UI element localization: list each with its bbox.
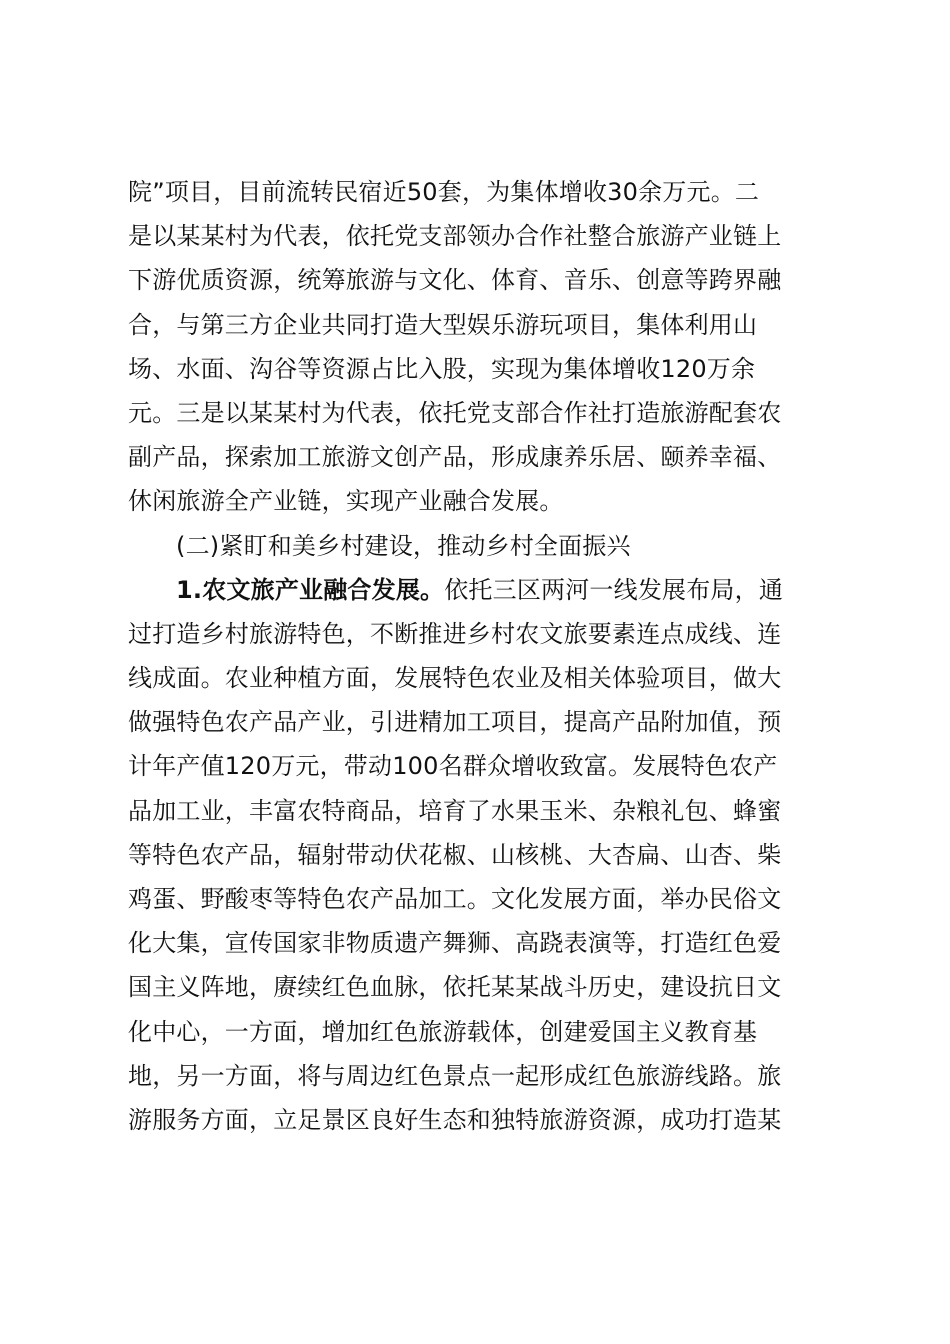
body-line: 地，另一方面，将与周边红色景点一起形成红色旅游线路。旅 — [128, 1061, 782, 1090]
paragraph-line: 休闲旅游全产业链，实现产业融合发展。 — [128, 487, 564, 516]
body-line: 做强特色农产品产业，引进精加工项目，提高产品附加值，预 — [128, 708, 782, 737]
paragraph-line: 院”项目，目前流转民宿近50套，为集体增收30余万元。二 — [128, 178, 760, 206]
paragraph-line: 下游优质资源，统筹旅游与文化、体育、音乐、创意等跨界融 — [128, 266, 782, 295]
body-line: 品加工业，丰富农特商品，培育了水果玉米、杂粮礼包、蜂蜜 — [128, 796, 782, 825]
paragraph-line: 合，与第三方企业共同打造大型娱乐游玩项目，集体利用山 — [128, 310, 758, 339]
subheading-line — [128, 568, 828, 612]
document-body — [128, 170, 828, 1142]
body-line: 线成面。农业种植方面，发展特色农业及相关体验项目，做大 — [128, 664, 782, 693]
subheading-title: 1.农文旅产业融合发展。 — [176, 575, 445, 604]
body-line: 化大集，宣传国家非物质遗产舞狮、高跷表演等，打造红色爱 — [128, 929, 782, 958]
body-line: 化中心，一方面，增加红色旅游载体，创建爱国主义教育基 — [128, 1017, 758, 1046]
subheading-text: 依托三区两河一线发展布局，通 — [444, 575, 784, 604]
paragraph-line: 元。三是以某某村为代表，依托党支部合作社打造旅游配套农 — [128, 398, 782, 427]
body-line: 鸡蛋、野酸枣等特色农产品加工。文化发展方面，举办民俗文 — [128, 885, 782, 913]
paragraph-line: 是以某某村为代表，依托党支部领办合作社整合旅游产业链上 — [128, 222, 782, 251]
paragraph-line: 副产品，探索加工旅游文创产品，形成康养乐居、颐养幸福、 — [128, 443, 782, 472]
body-line: 计年产值120万元，带动100名群众增收致富。发展特色农产 — [128, 752, 778, 781]
body-line: 国主义阵地，赓续红色血脉，依托某某战斗历史，建设抗日文 — [128, 973, 782, 1002]
section-heading: (二)紧盯和美乡村建设，推动乡村全面振兴 — [176, 531, 631, 560]
paragraph-line: 场、水面、沟谷等资源占比入股，实现为集体增收120万余 — [128, 354, 756, 383]
body-line: 游服务方面，立足景区良好生态和独特旅游资源，成功打造某 — [128, 1105, 782, 1134]
body-line: 等特色农产品，辐射带动伏花椒、山核桃、大杏扁、山杏、柴 — [128, 840, 782, 869]
body-line: 过打造乡村旅游特色，不断推进乡村农文旅要素连点成线、连 — [128, 619, 782, 648]
